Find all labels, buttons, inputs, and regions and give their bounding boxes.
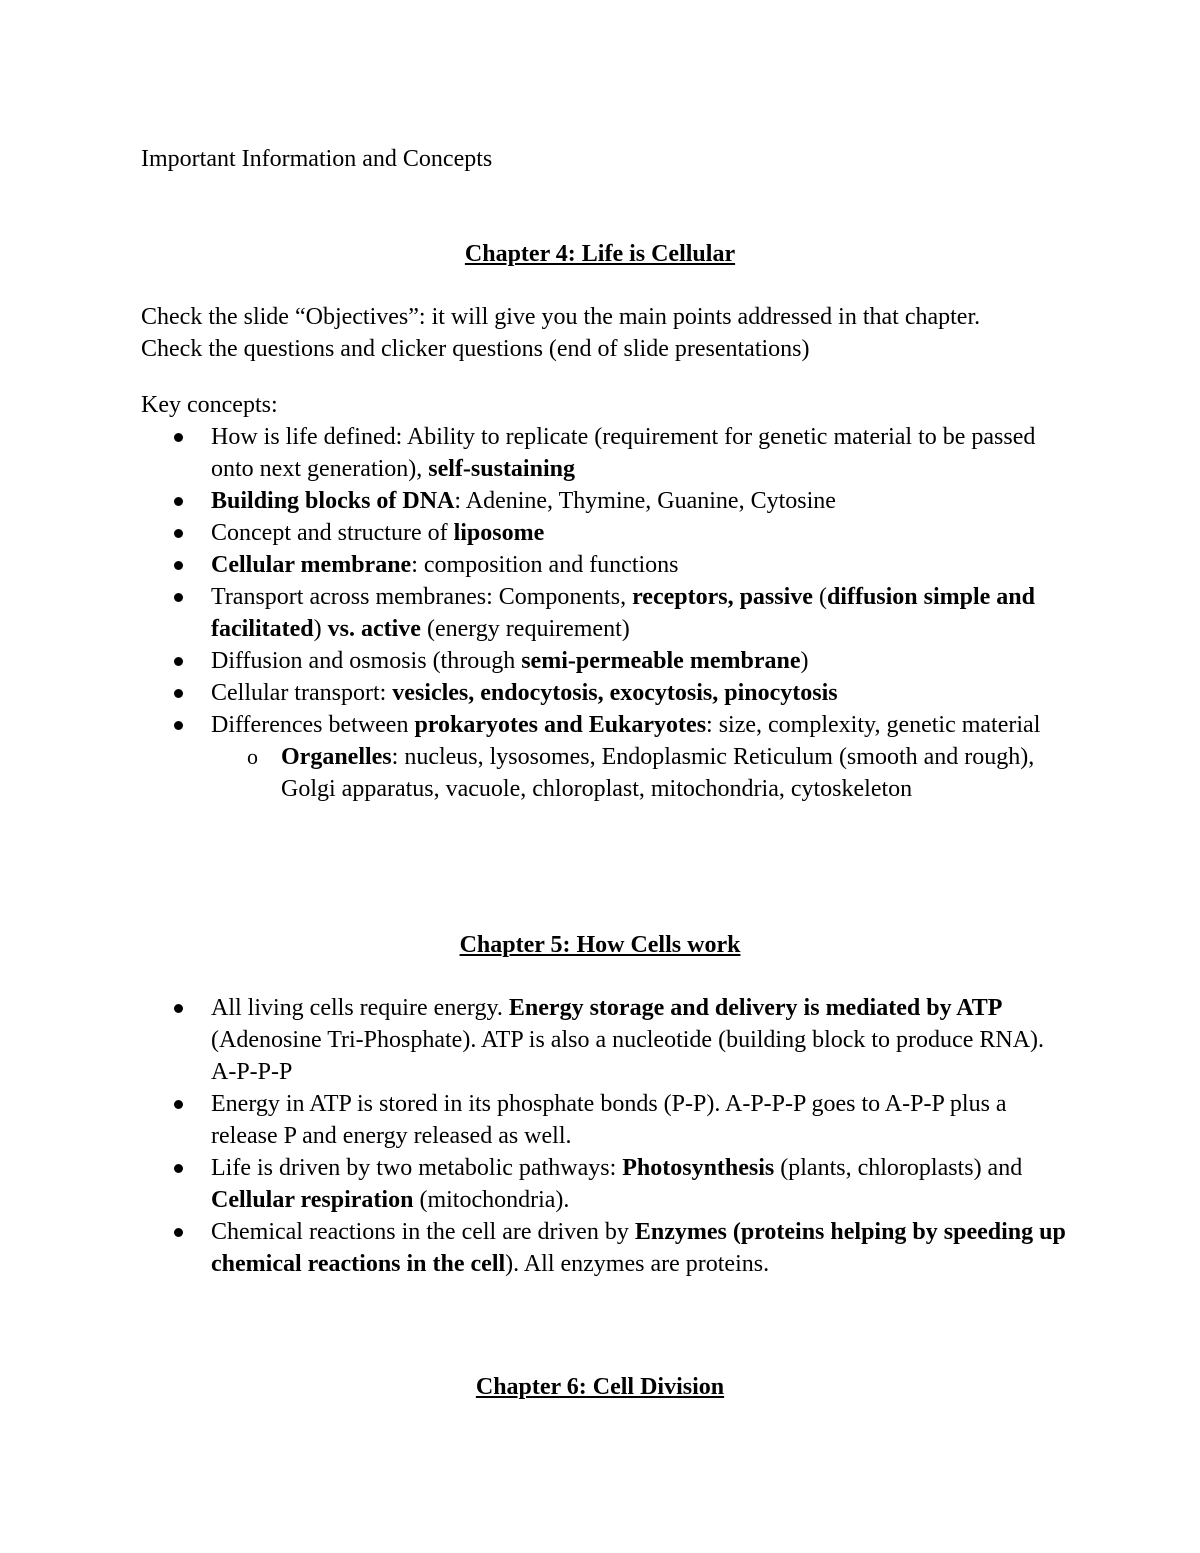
bullet-icon [174, 497, 183, 506]
bullet-icon [174, 593, 183, 602]
list-item: Differences between prokaryotes and Eukaryotes: size, complexity, genetic material o Organelles: nucleus, lysosomes, Endoplasmic Reticulum (smooth and rough), Golgi apparatus, vacuole, chloroplast, mitochondria, cytoskeleton [141, 709, 1066, 805]
bullet-icon [174, 1228, 183, 1237]
organelles-sublist [211, 741, 1066, 805]
bullet-icon [174, 1100, 183, 1109]
chapter-4-intro: Check the slide “Objectives”: it will give you the main points addressed in that chapter. Check the questions and clicker questions (end of slide presentations) [141, 304, 981, 362]
bullet-icon [174, 1164, 183, 1173]
list-item: All living cells require energy. Energy storage and delivery is mediated by ATP (Adenosine Tri-Phosphate). ATP is also a nucleotide (building block to produce RNA). A-P-P-P [141, 992, 1066, 1088]
circle-bullet-icon: o [247, 744, 258, 769]
list-item: Concept and structure of liposome [141, 517, 1066, 549]
chapter-5-list [141, 992, 1066, 1280]
chapter-4-heading: Chapter 4: Life is Cellular [464, 241, 736, 267]
list-item: How is life defined: Ability to replicate (requirement for genetic material to be passed onto next generation), self-sustaining [141, 421, 1066, 485]
chapter-6-heading: Chapter 6: Cell Division [475, 1374, 725, 1400]
list-item: Cellular transport: vesicles, endocytosis, exocytosis, pinocytosis [141, 677, 1066, 709]
list-item: Energy in ATP is stored in its phosphate bonds (P-P). A-P-P-P goes to A-P-P plus a release P and energy released as well. [141, 1088, 1066, 1152]
key-concepts-label: Key concepts: [141, 392, 278, 418]
list-item: Diffusion and osmosis (through semi-permeable membrane) [141, 645, 1066, 677]
bullet-icon [174, 721, 183, 730]
bullet-icon [174, 561, 183, 570]
bullet-icon [174, 1004, 183, 1013]
list-item: Cellular membrane: composition and functions [141, 549, 1066, 581]
chapter-5-heading: Chapter 5: How Cells work [459, 932, 741, 958]
bullet-icon [174, 529, 183, 538]
document-title: Important Information and Concepts [141, 146, 493, 172]
list-item: Transport across membranes: Components, receptors, passive (diffusion simple and facilitated) vs. active (energy requirement) [141, 581, 1066, 645]
bullet-icon [174, 657, 183, 666]
list-item: o Organelles: nucleus, lysosomes, Endoplasmic Reticulum (smooth and rough), Golgi apparatus, vacuole, chloroplast, mitochondria, cytoskeleton [211, 741, 1066, 805]
list-item: Chemical reactions in the cell are driven by Enzymes (proteins helping by speeding up chemical reactions in the cell). All enzymes are proteins. [141, 1216, 1066, 1280]
bullet-icon [174, 433, 183, 442]
bullet-icon [174, 689, 183, 698]
chapter-4-key-concepts-list [141, 421, 1066, 805]
list-item: Life is driven by two metabolic pathways: Photosynthesis (plants, chloroplasts) and Cellular respiration (mitochondria). [141, 1152, 1066, 1216]
list-item: Building blocks of DNA: Adenine, Thymine, Guanine, Cytosine [141, 485, 1066, 517]
